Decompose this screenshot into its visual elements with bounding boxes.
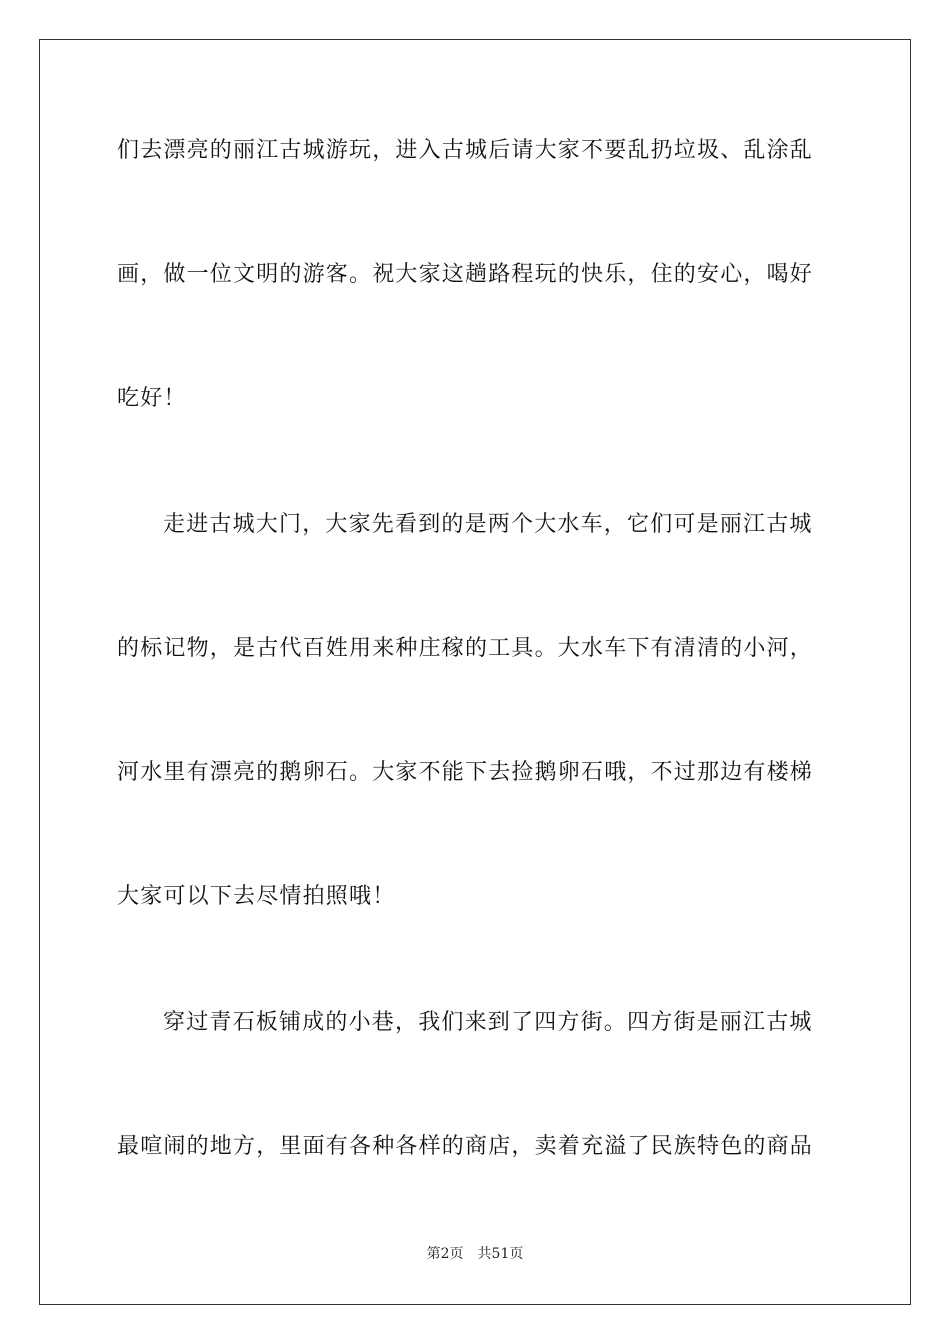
paragraph-line-9: 最喧闹的地方，里面有各种各样的商店，卖着充溢了民族特色的商品 [117, 1134, 814, 1159]
page-border [39, 39, 911, 1305]
paragraph-line-2: 画，做一位文明的游客。祝大家这趟路程玩的快乐，住的安心，喝好 [117, 262, 814, 287]
paragraph-line-5: 的标记物，是古代百姓用来种庄稼的工具。大水车下有清清的小河， [117, 636, 814, 661]
page-footer [0, 1244, 950, 1264]
paragraph-line-4: 走进古城大门，大家先看到的是两个大水车，它们可是丽江古城 [163, 512, 813, 537]
paragraph-line-7: 大家可以下去尽情拍照哦！ [117, 884, 396, 909]
paragraph-line-6: 河水里有漂亮的鹅卵石。大家不能下去捡鹅卵石哦，不过那边有楼梯 [117, 760, 814, 785]
total-pages-label: 共51页 [477, 1246, 524, 1262]
paragraph-line-8: 穿过青石板铺成的小巷，我们来到了四方街。四方街是丽江古城 [163, 1010, 813, 1035]
current-page-label: 第2页 [426, 1246, 464, 1262]
paragraph-line-1: 们去漂亮的丽江古城游玩，进入古城后请大家不要乱扔垃圾、乱涂乱 [117, 138, 814, 163]
paragraph-line-3: 吃好！ [117, 386, 187, 411]
